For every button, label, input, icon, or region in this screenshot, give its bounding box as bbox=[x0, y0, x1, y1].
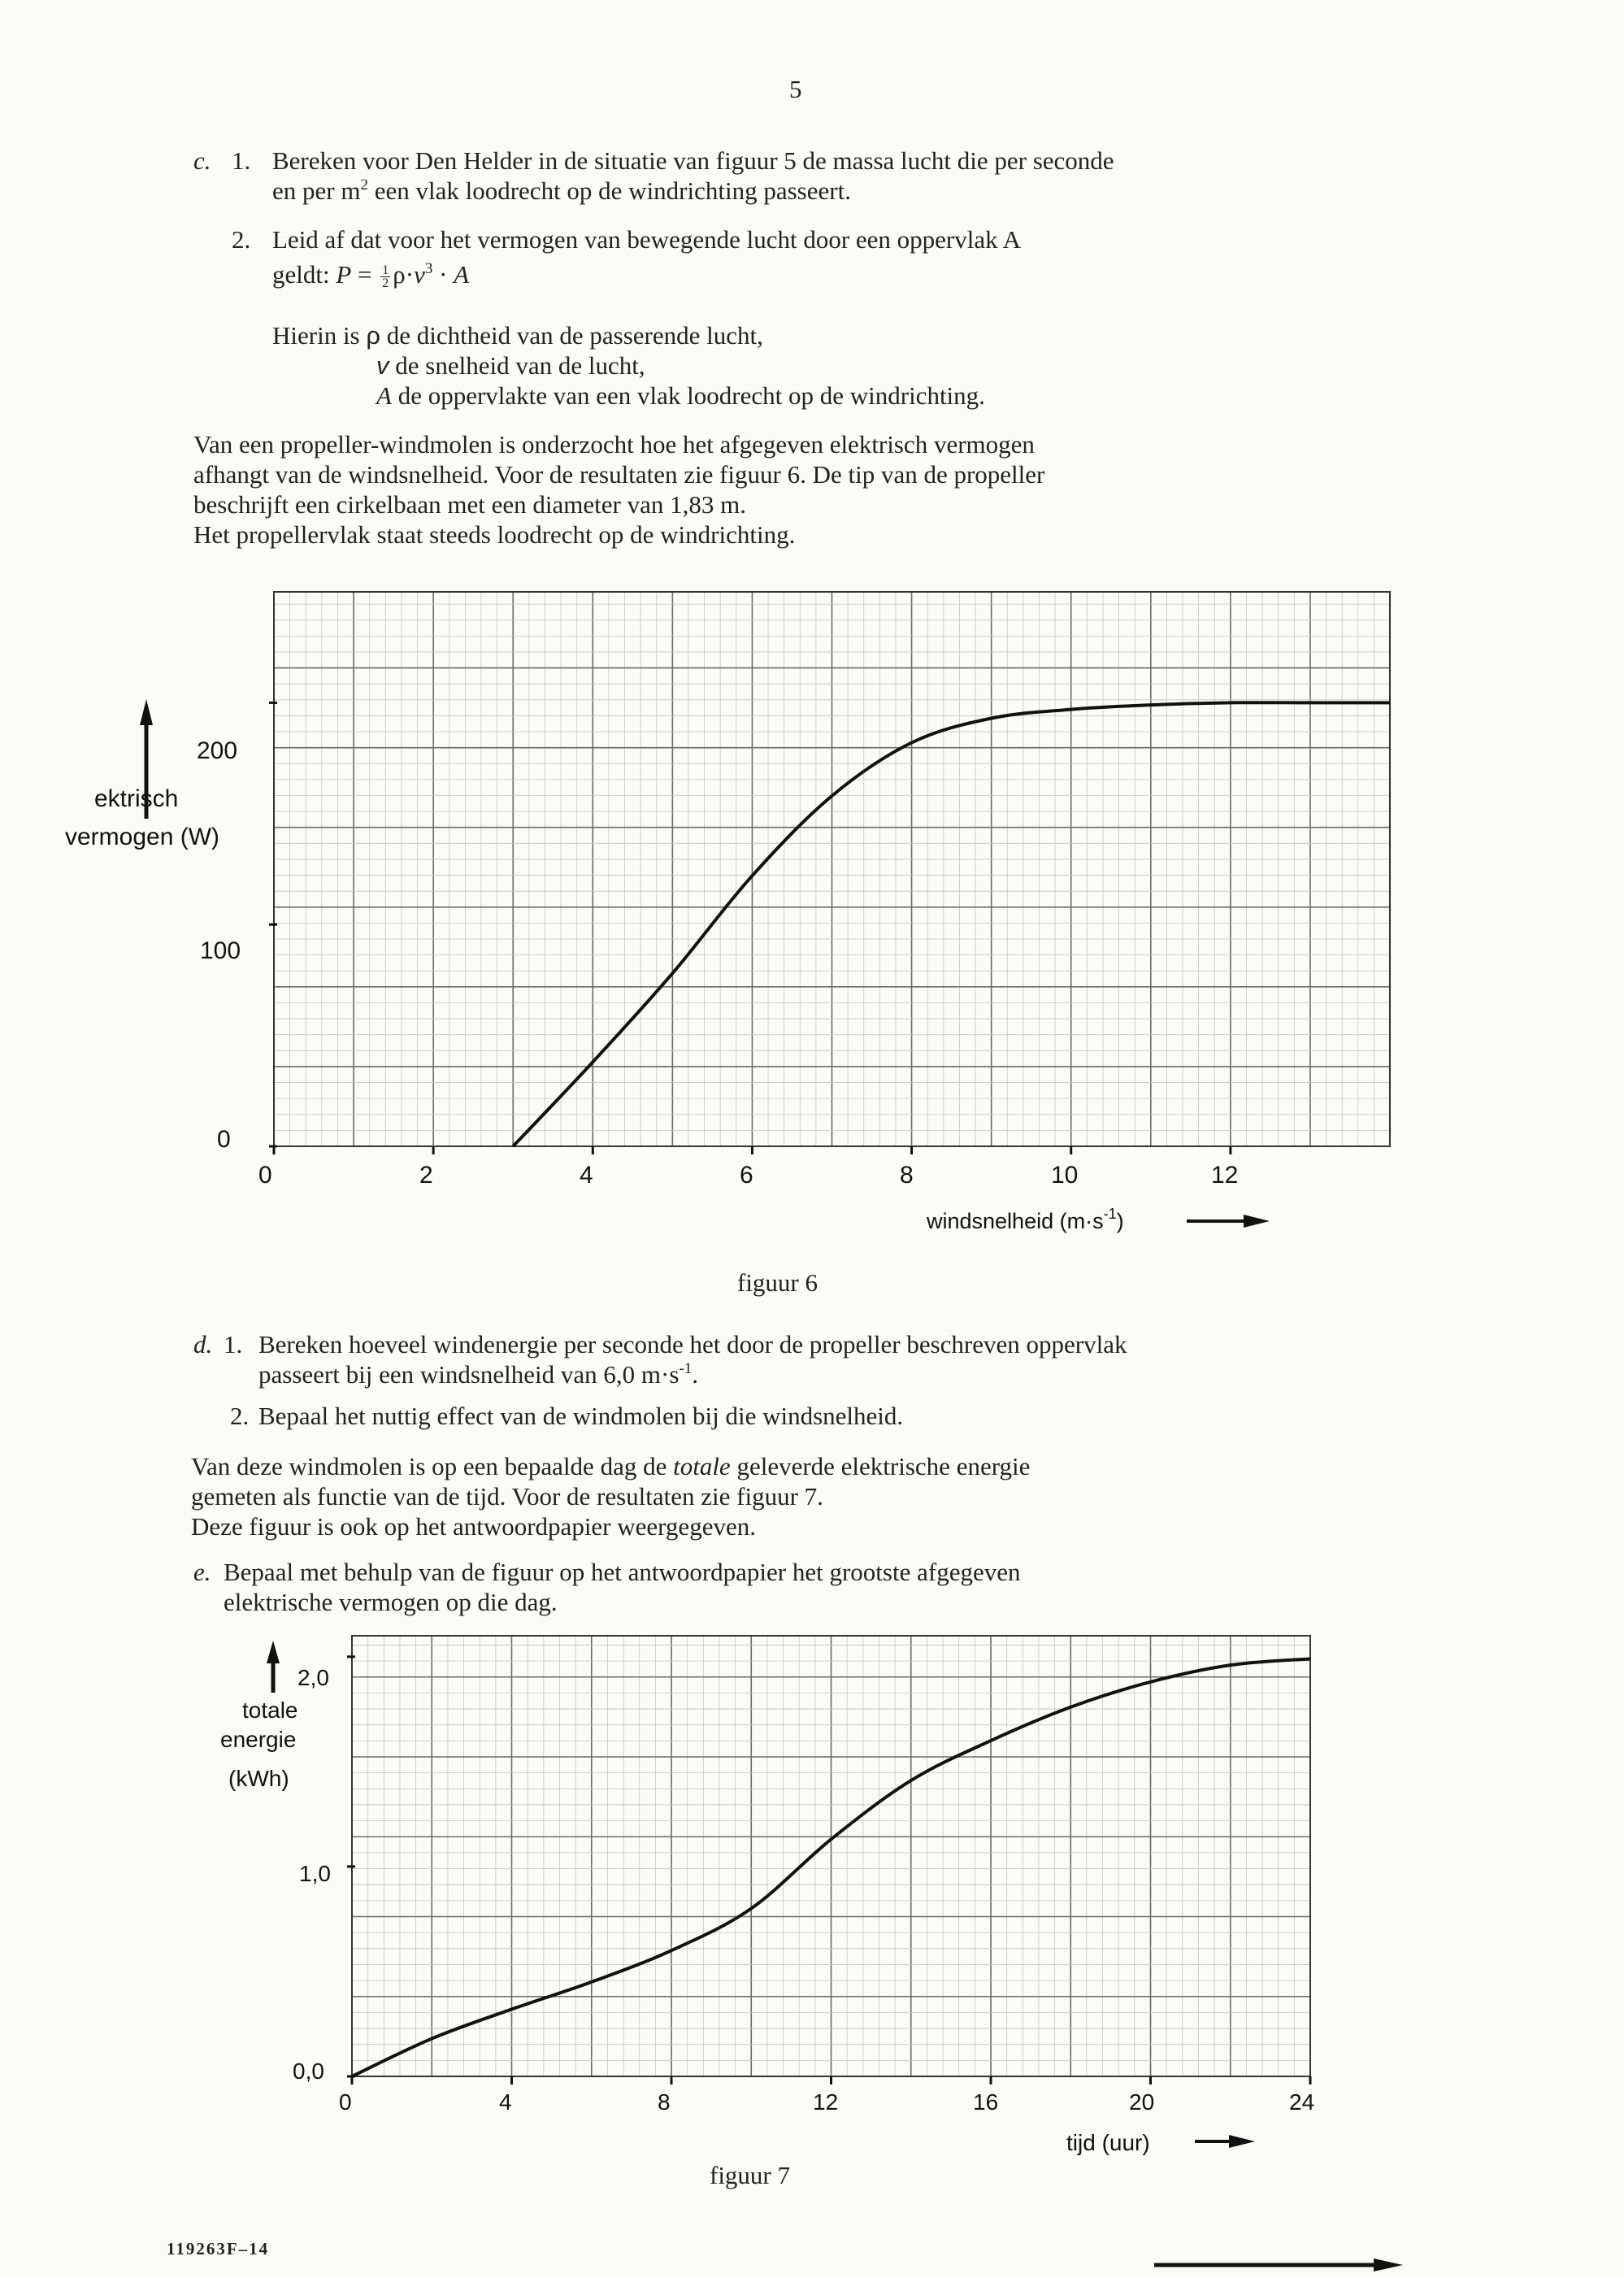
fig7-xtick-12: 12 bbox=[813, 2089, 839, 2115]
question-c1-number: 1. bbox=[232, 146, 251, 175]
fig7-y-axis-arrow bbox=[267, 1641, 280, 1693]
fig6-grid bbox=[274, 592, 1390, 1146]
fig7-xtick-8: 8 bbox=[658, 2089, 671, 2115]
question-d2-line1: Bepaal het nuttig effect van de windmolen bij die windsnelheid. bbox=[258, 1402, 904, 1430]
fig7-xlabel: tijd (uur) bbox=[1066, 2130, 1150, 2155]
fig7-xtick-4: 4 bbox=[499, 2089, 512, 2115]
question-c1-line1: Bereken voor Den Helder in de situatie van figuur 5 de massa lucht die per seconde bbox=[272, 146, 1114, 175]
footer-code: 119263F–14 bbox=[167, 2239, 270, 2258]
fig7-ylabel-line3: (kWh) bbox=[228, 1766, 289, 1791]
page-number: 5 bbox=[789, 75, 802, 103]
plot-frame bbox=[274, 592, 1390, 1146]
fig7-xtick-16: 16 bbox=[973, 2089, 999, 2115]
fig7-x-axis-arrow bbox=[1195, 2135, 1255, 2148]
question-e-line1: Bepaal met behulp van de figuur op het antwoordpapier het grootste afgegeven bbox=[224, 1558, 1021, 1586]
question-e-line2: elektrische vermogen op die dag. bbox=[224, 1588, 558, 1616]
fig6-ticks bbox=[269, 702, 1231, 1154]
fig6-xtick-12: 12 bbox=[1211, 1162, 1239, 1189]
fig6-ytick-200: 200 bbox=[197, 737, 238, 764]
fig6-xtick-0: 0 bbox=[258, 1162, 272, 1189]
question-c-label: c. bbox=[193, 146, 211, 175]
fig6-xtick-4: 4 bbox=[580, 1162, 593, 1189]
power-formula: geldt: P = $\frac{1}{2}$ $\rho\cdot v^3 \cdot A$ bbox=[272, 260, 470, 291]
question-d1-line1: Bereken hoeveel windenergie per seconde het door de propeller beschreven oppervlak bbox=[258, 1330, 1127, 1359]
hierin-a-line: A de oppervlakte van een vlak loodrecht op de windrichting. bbox=[376, 381, 985, 410]
fig6-xtick-2: 2 bbox=[419, 1162, 433, 1189]
fig7-xtick-0: 0 bbox=[339, 2089, 352, 2115]
fig7-energy-curve bbox=[352, 1659, 1310, 2076]
question-c2-number: 2. bbox=[232, 225, 251, 254]
question-d-label: d. bbox=[193, 1330, 213, 1359]
fig6-ylabel-line1: ektrisch bbox=[94, 785, 179, 812]
hierin-v-line: v de snelheid van de lucht, bbox=[376, 351, 645, 380]
fig7-xtick-20: 20 bbox=[1129, 2089, 1155, 2115]
fig6-power-curve bbox=[513, 702, 1390, 1146]
question-e-label: e. bbox=[193, 1558, 211, 1586]
fig7-grid bbox=[352, 1636, 1310, 2076]
question-d1-line2: passeert bij een windsnelheid van 6,0 $m\cdot s^{-1}$. bbox=[258, 1360, 698, 1389]
plot-frame bbox=[352, 1636, 1310, 2076]
intro-fig6-line4: Het propellervlak staat steeds loodrecht op de windrichting. bbox=[193, 520, 796, 549]
fig7-ticks bbox=[347, 1657, 1310, 2085]
intro-fig7-line2: gemeten als functie van de tijd. Voor de resultaten zie figuur 7. bbox=[191, 1482, 823, 1511]
intro-fig7-line1: Van deze windmolen is op een bepaalde dag de totale geleverde elektrische energie bbox=[191, 1452, 1031, 1480]
intro-fig6-line3: beschrijft een cirkelbaan met een diameter van 1,83 m. bbox=[193, 490, 746, 519]
hierin-rho-line: Hierin is ρ de dichtheid van de passerende lucht, bbox=[272, 321, 763, 350]
one-half-fraction: $\frac{1}{2}$ bbox=[382, 263, 389, 291]
fig7-ytick-1: 1,0 bbox=[299, 1861, 331, 1886]
fig6-ylabel-line2: vermogen (W) bbox=[65, 824, 220, 850]
fig6-ytick-0: 0 bbox=[217, 1126, 231, 1153]
fig7-ylabel-line2: energie bbox=[220, 1727, 297, 1752]
fig6-xlabel: windsnelheid $(m\cdot s^{-1})$ bbox=[927, 1206, 1124, 1233]
fig7-ytick-0: 0,0 bbox=[293, 2058, 324, 2084]
figure-6-caption: figuur 6 bbox=[737, 1268, 819, 1297]
fig6-xtick-10: 10 bbox=[1051, 1162, 1079, 1189]
intro-fig6-line1: Van een propeller-windmolen is onderzocht hoe het afgegeven elektrisch vermogen bbox=[193, 430, 1035, 459]
question-c2-line1: Leid af dat voor het vermogen van bewegende lucht door een oppervlak A bbox=[272, 225, 1022, 254]
fig7-ylabel-line1: totale bbox=[242, 1698, 298, 1723]
figure-7-caption: figuur 7 bbox=[710, 2161, 791, 2189]
question-d2-number: 2. bbox=[230, 1402, 250, 1430]
fig6-ytick-100: 100 bbox=[200, 937, 241, 964]
next-page-arrow bbox=[1154, 2258, 1403, 2271]
fig7-ytick-2: 2,0 bbox=[297, 1665, 329, 1690]
question-d1-number: 1. bbox=[224, 1330, 243, 1359]
intro-fig6-line2: afhangt van de windsnelheid. Voor de resultaten zie figuur 6. De tip van de propeller bbox=[193, 460, 1045, 489]
fig6-xtick-8: 8 bbox=[900, 1162, 914, 1189]
question-c1-line2: en per $m^2$ een vlak loodrecht op de windrichting passeert. bbox=[272, 176, 851, 205]
fig6-xtick-6: 6 bbox=[740, 1162, 753, 1189]
fig7-xtick-24: 24 bbox=[1289, 2089, 1315, 2115]
fig6-x-axis-arrow bbox=[1187, 1215, 1270, 1228]
intro-fig7-line3: Deze figuur is ook op het antwoordpapier weergegeven. bbox=[191, 1512, 756, 1541]
